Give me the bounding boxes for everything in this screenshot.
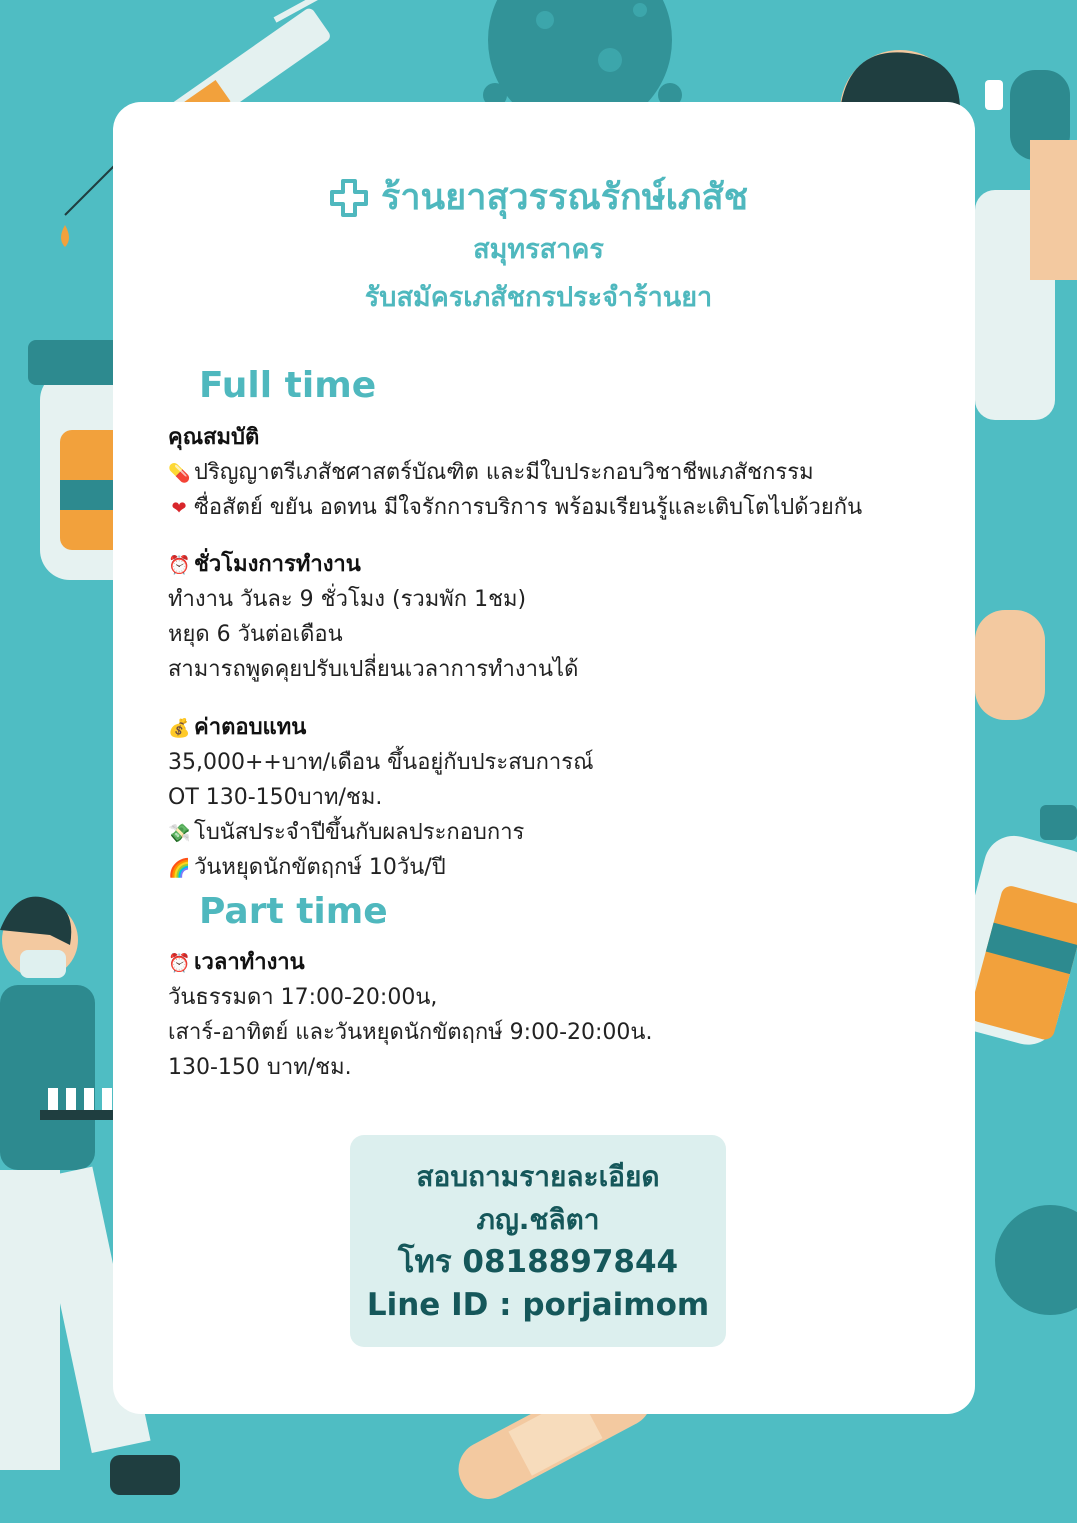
shop-title: [0, 170, 1077, 226]
recruit-text: รับสมัครเภสัชกรประจำร้านยา: [364, 282, 713, 313]
list-item: ❤ ซื่อสัตย์ ขยัน อดทน มีใจรักการบริการ พร้อมเรียนรู้และเติบโตไปด้วยกัน: [168, 490, 862, 525]
contact-name: ภญ.ชลิตา: [476, 1203, 600, 1236]
full-time-heading: Full time: [199, 365, 377, 406]
location-text: สมุทรสาคร: [473, 234, 604, 265]
money-with-wings-icon: 💸: [168, 823, 191, 844]
list-item: 💸 โบนัสประจำปีขึ้นกับผลประกอบการ: [168, 815, 594, 850]
list-item: วันธรรมดา 17:00-20:00น,: [168, 985, 438, 1010]
phone-number[interactable]: โทร 0818897844: [397, 1244, 679, 1280]
pill-icon: 💊: [168, 463, 191, 484]
list-item: 130-150 บาท/ชม.: [168, 1055, 352, 1080]
list-item: 35,000++บาท/เดือน ขึ้นอยู่กับประสบการณ์: [168, 750, 594, 775]
list-item: เสาร์-อาทิตย์ และวันหยุดนักขัตฤกษ์ 9:00-20:00น.: [168, 1020, 653, 1045]
money-bag-icon: 💰: [168, 718, 191, 739]
hours-label-line: ⏰ ชั่วโมงการทำงาน: [168, 547, 578, 582]
bandage-right-illustration: [975, 610, 1045, 720]
qualifications-label: คุณสมบัติ: [168, 425, 260, 450]
list-item: OT 130-150บาท/ชม.: [168, 785, 383, 810]
part-time-hours-section: [168, 945, 652, 1085]
alarm-clock-icon: ⏰: [168, 953, 191, 974]
line-id[interactable]: Line ID : porjaimom: [366, 1287, 710, 1323]
list-item: 💊 ปริญญาตรีเภสัชศาสตร์บัณฑิต และมีใบประกอบวิชาชีพเภสัชกรรม: [168, 455, 862, 490]
shop-name: ร้านยาสุวรรณรักษ์เภสัช: [380, 177, 749, 218]
alarm-clock-icon: ⏰: [168, 555, 191, 576]
part-time-heading: Part time: [199, 891, 388, 932]
virus-bottom-illustration: [995, 1205, 1077, 1315]
medical-cross-icon: [329, 178, 369, 218]
rainbow-icon: 🌈: [168, 858, 191, 879]
list-item: สามารถพูดคุยปรับเปลี่ยนเวลาการทำงานได้: [168, 657, 579, 682]
contact-box: [350, 1135, 726, 1347]
header: [0, 170, 1077, 322]
list-item: 🌈 วันหยุดนักขัตฤกษ์ 10วัน/ปี: [168, 850, 594, 885]
inquire-text: สอบถามรายละเอียด: [416, 1160, 660, 1193]
list-item: หยุด 6 วันต่อเดือน: [168, 622, 343, 647]
pay-label-line: 💰 ค่าตอบแทน: [168, 710, 594, 745]
heart-icon: ❤: [171, 498, 187, 519]
hours-section: [168, 547, 578, 687]
qualifications-section: [168, 420, 862, 525]
pay-section: [168, 710, 594, 885]
list-item: ทำงาน วันละ 9 ชั่วโมง (รวมพัก 1ชม): [168, 587, 527, 612]
part-time-hours-label-line: ⏰ เวลาทำงาน: [168, 945, 652, 980]
